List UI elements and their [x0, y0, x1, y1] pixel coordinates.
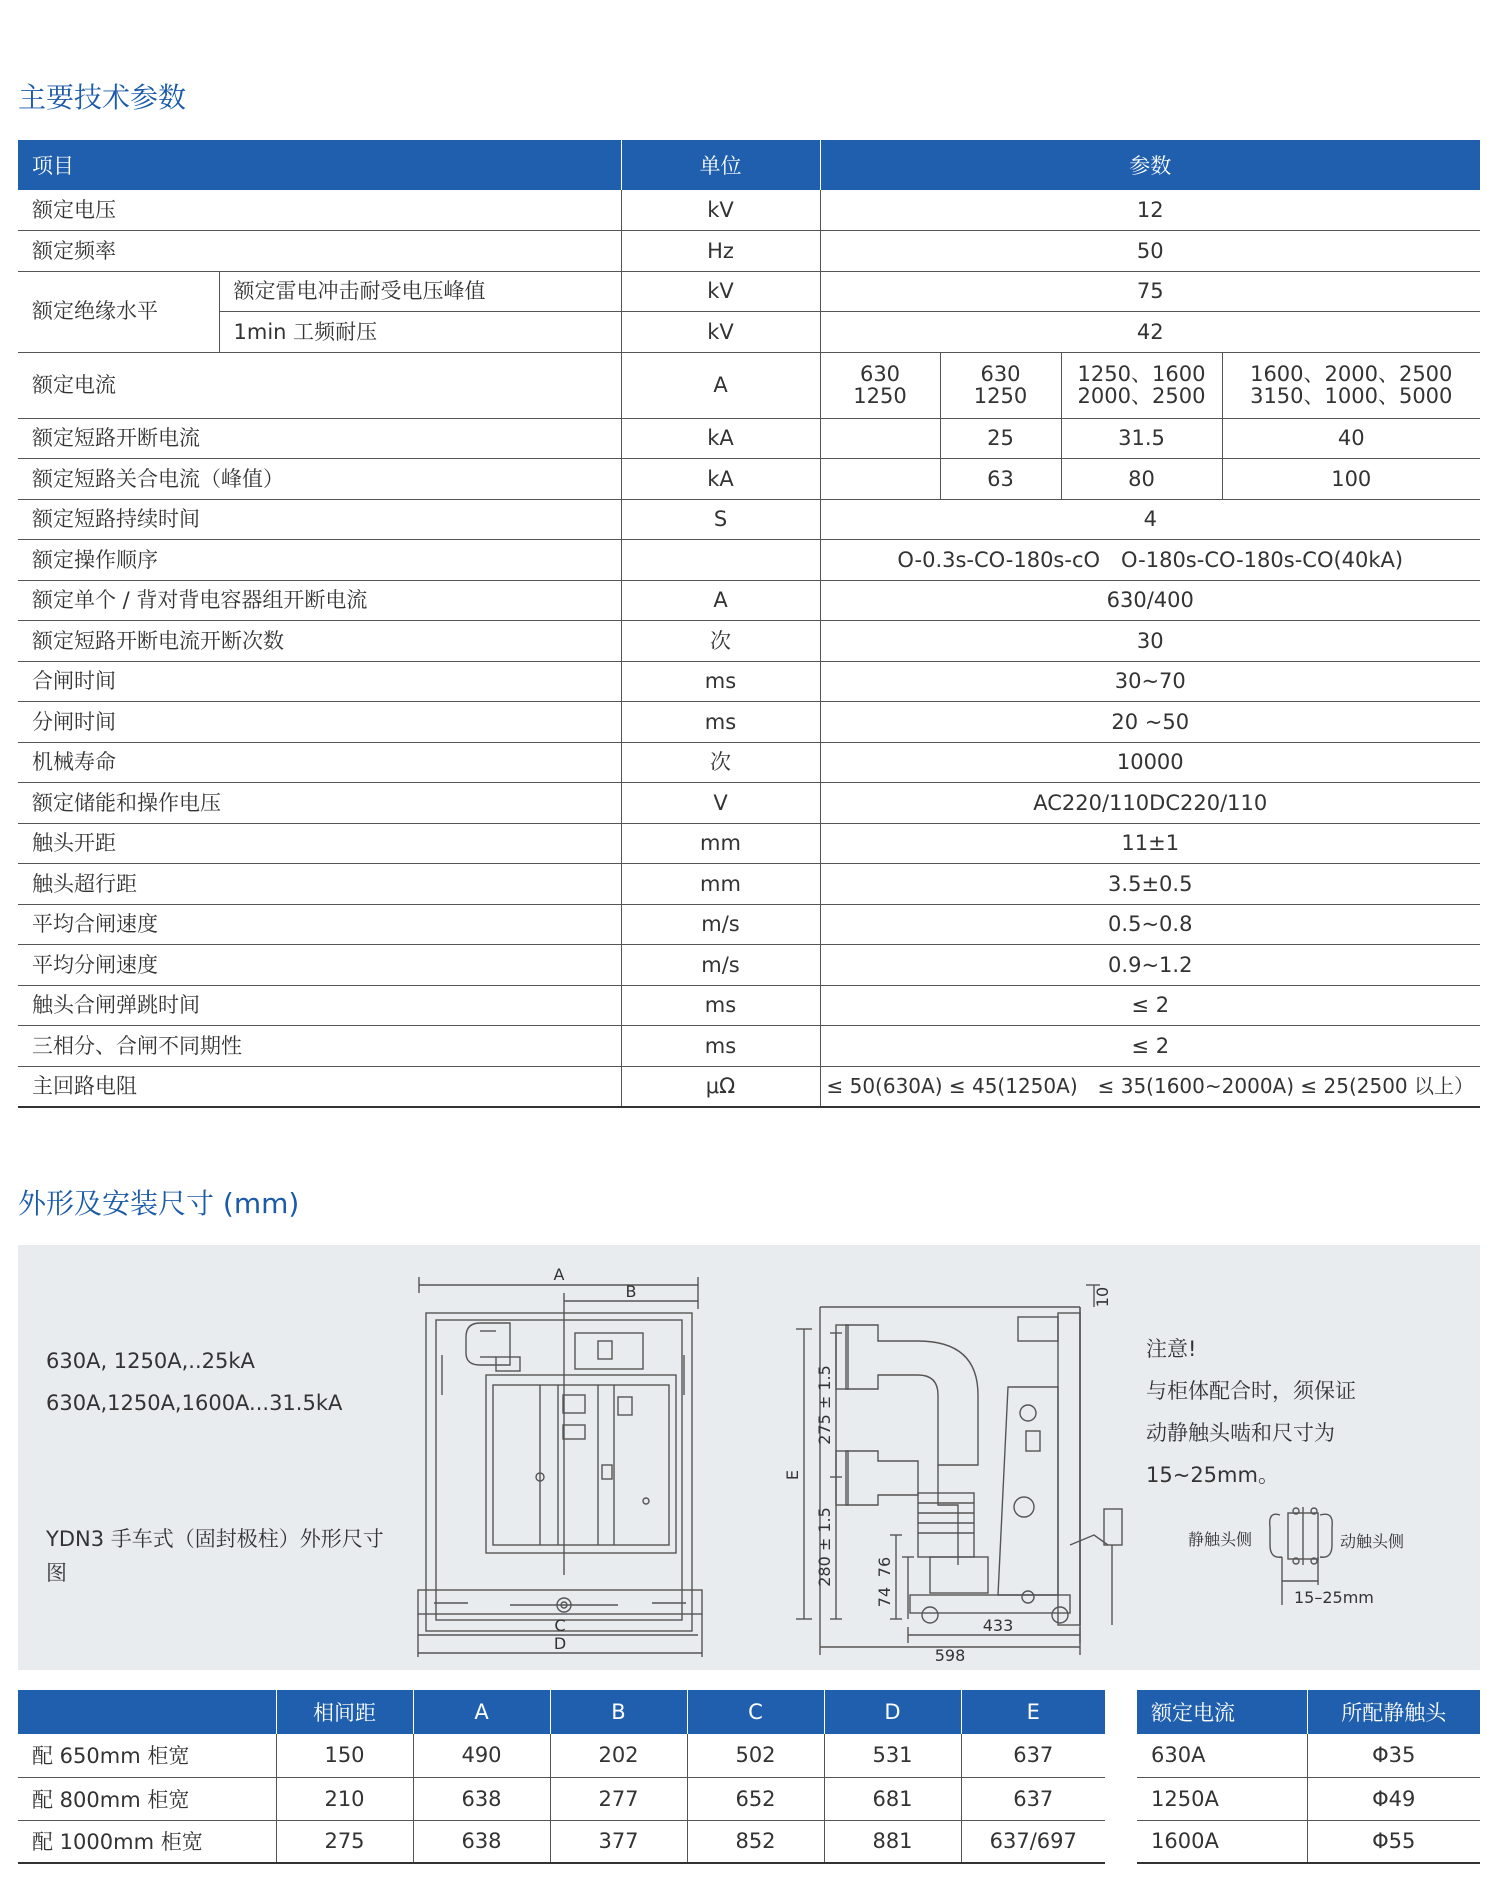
dim-label-275: 275 ± 1.5 — [815, 1365, 834, 1445]
table-row — [18, 1066, 1480, 1107]
dim-label-433: 433 — [982, 1616, 1014, 1635]
dimension-drawing-panel — [18, 1245, 1480, 1670]
row-value: 1600、2000、2500 3150、1000、5000 — [1222, 352, 1480, 418]
table-cell: 531 — [824, 1734, 961, 1777]
table-row — [18, 352, 1480, 418]
row-name: 机械寿命 — [18, 742, 621, 783]
static-contact-label: 静触头侧 — [1188, 1530, 1253, 1549]
table-row — [18, 1820, 1105, 1863]
row-name: 额定操作顺序 — [18, 540, 621, 581]
table-row — [18, 1777, 1105, 1820]
header-cell: B — [550, 1690, 687, 1734]
dim-label-76: 76 — [875, 1556, 894, 1578]
contact-header-row — [1137, 1690, 1480, 1734]
table-row — [18, 540, 1480, 581]
row-name: 额定绝缘水平 — [18, 271, 219, 352]
contact-size-table — [1137, 1690, 1480, 1864]
table-row — [18, 661, 1480, 702]
header-cell: 所配静触头 — [1307, 1690, 1480, 1734]
header-cell — [18, 1690, 276, 1734]
row-name: 分闸时间 — [18, 702, 621, 743]
spec-section-title: 主要技术参数 — [18, 81, 187, 114]
row-unit: mm — [621, 823, 820, 864]
table-cell: 852 — [687, 1820, 824, 1863]
table-cell: 502 — [687, 1734, 824, 1777]
moving-contact-label: 动触头侧 — [1340, 1532, 1405, 1551]
table-row — [18, 864, 1480, 905]
table-cell: 638 — [413, 1777, 550, 1820]
row-name: 额定频率 — [18, 231, 621, 272]
row-value: 42 — [820, 312, 1480, 353]
dim-label-598: 598 — [934, 1646, 966, 1665]
row-name: 额定电压 — [18, 190, 621, 231]
spec-table — [18, 140, 1480, 1108]
row-value: 1250、1600 2000、2500 — [1061, 352, 1222, 418]
row-unit: kV — [621, 312, 820, 353]
table-cell: Φ49 — [1307, 1777, 1480, 1820]
table-cell: Φ55 — [1307, 1820, 1480, 1863]
dimension-table — [18, 1690, 1105, 1864]
table-row — [18, 580, 1480, 621]
table-cell: 630A — [1137, 1734, 1307, 1777]
table-cell: 1600A — [1137, 1820, 1307, 1863]
table-row — [18, 1734, 1105, 1777]
row-unit: Hz — [621, 231, 820, 272]
row-name: 配 800mm 柜宽 — [18, 1777, 276, 1820]
row-value: 40 — [1222, 418, 1480, 459]
dim-label-280: 280 ± 1.5 — [815, 1507, 834, 1587]
row-value: 50 — [820, 231, 1480, 272]
row-unit: μΩ — [621, 1066, 820, 1107]
row-name: 额定储能和操作电压 — [18, 783, 621, 824]
note-title: 注意! — [1146, 1337, 1197, 1361]
row-unit: kV — [621, 190, 820, 231]
row-value: AC220/110DC220/110 — [820, 783, 1480, 824]
table-row — [18, 1026, 1480, 1067]
table-row — [18, 742, 1480, 783]
row-value — [820, 418, 940, 459]
row-name: 额定短路持续时间 — [18, 499, 621, 540]
dim-label-e: E — [783, 1469, 802, 1481]
row-unit: kA — [621, 418, 820, 459]
dim-label-74: 74 — [875, 1586, 894, 1608]
dim-label-d: D — [553, 1634, 567, 1653]
row-name: 平均合闸速度 — [18, 904, 621, 945]
table-row — [18, 985, 1480, 1026]
row-value: 30 — [820, 621, 1480, 662]
row-value — [820, 459, 940, 500]
dim-label-a: A — [553, 1265, 565, 1284]
row-value: ≤ 2 — [820, 985, 1480, 1026]
row-unit: 次 — [621, 742, 820, 783]
row-name: 触头超行距 — [18, 864, 621, 905]
dim-label-c: C — [554, 1616, 566, 1635]
table-cell: 277 — [550, 1777, 687, 1820]
table-cell: 681 — [824, 1777, 961, 1820]
breaker-drawing — [18, 1245, 1480, 1670]
row-value: 11±1 — [820, 823, 1480, 864]
row-unit: mm — [621, 864, 820, 905]
table-cell: Φ35 — [1307, 1734, 1480, 1777]
row-value: 25 — [940, 418, 1061, 459]
header-param: 参数 — [820, 140, 1480, 190]
table-cell: 202 — [550, 1734, 687, 1777]
note-line-1: 与柜体配合时，须保证 — [1146, 1379, 1356, 1403]
table-cell: 637 — [961, 1734, 1105, 1777]
row-name: 触头开距 — [18, 823, 621, 864]
table-cell: 652 — [687, 1777, 824, 1820]
row-unit: ms — [621, 702, 820, 743]
table-cell: 377 — [550, 1820, 687, 1863]
row-name: 额定短路开断电流开断次数 — [18, 621, 621, 662]
dimensions-section-title: 外形及安装尺寸 (mm) — [18, 1187, 300, 1220]
row-value: 0.5~0.8 — [820, 904, 1480, 945]
note-line-2: 动静触头啮和尺寸为 — [1146, 1421, 1335, 1445]
header-unit: 单位 — [621, 140, 820, 190]
row-name: 配 650mm 柜宽 — [18, 1734, 276, 1777]
drawing-rating-line-2: 630A,1250A,1600A...31.5kA — [46, 1391, 343, 1415]
row-name: 额定单个 / 背对背电容器组开断电流 — [18, 580, 621, 621]
header-item: 项目 — [18, 140, 621, 190]
row-value: ≤ 50(630A) ≤ 45(1250A) ≤ 35(1600~2000A) ≤ 25(2500 以上） — [820, 1066, 1480, 1107]
spec-header-row — [18, 140, 1480, 190]
row-name: 触头合闸弹跳时间 — [18, 985, 621, 1026]
table-row — [18, 783, 1480, 824]
table-cell: 1250A — [1137, 1777, 1307, 1820]
header-cell: E — [961, 1690, 1105, 1734]
row-value: 75 — [820, 271, 1480, 312]
row-unit: kV — [621, 271, 820, 312]
row-unit: m/s — [621, 904, 820, 945]
table-cell: 150 — [276, 1734, 413, 1777]
header-cell: C — [687, 1690, 824, 1734]
row-name: 平均分闸速度 — [18, 945, 621, 986]
row-subname: 额定雷电冲击耐受电压峰值 — [219, 271, 621, 312]
row-value: ≤ 2 — [820, 1026, 1480, 1067]
drawing-rating-line-1: 630A, 1250A,..25kA — [46, 1349, 255, 1373]
header-cell: D — [824, 1690, 961, 1734]
row-value: 3.5±0.5 — [820, 864, 1480, 905]
row-value: O-0.3s-CO-180s-cO O-180s-CO-180s-CO(40kA) — [820, 540, 1480, 581]
row-unit: kA — [621, 459, 820, 500]
row-name: 三相分、合闸不同期性 — [18, 1026, 621, 1067]
row-unit: ms — [621, 661, 820, 702]
dim-label-b: B — [625, 1282, 637, 1301]
row-unit: V — [621, 783, 820, 824]
header-cell: 相间距 — [276, 1690, 413, 1734]
row-value: 4 — [820, 499, 1480, 540]
table-row — [18, 418, 1480, 459]
table-row — [1137, 1820, 1480, 1863]
row-value: 630 1250 — [820, 352, 940, 418]
row-value: 630 1250 — [940, 352, 1061, 418]
row-unit: ms — [621, 985, 820, 1026]
row-value: 12 — [820, 190, 1480, 231]
row-value: 100 — [1222, 459, 1480, 500]
table-row — [18, 271, 1480, 312]
dimension-header-row — [18, 1690, 1105, 1734]
table-row — [18, 702, 1480, 743]
table-cell: 210 — [276, 1777, 413, 1820]
drawing-caption: YDN3 手车式（固封极柱）外形尺寸图 — [46, 1527, 384, 1585]
row-unit: A — [621, 580, 820, 621]
row-unit — [621, 540, 820, 581]
table-row — [18, 499, 1480, 540]
row-name: 额定短路开断电流 — [18, 418, 621, 459]
header-cell: A — [413, 1690, 550, 1734]
table-cell: 275 — [276, 1820, 413, 1863]
row-name: 额定短路关合电流（峰值） — [18, 459, 621, 500]
row-value: 80 — [1061, 459, 1222, 500]
row-name: 合闸时间 — [18, 661, 621, 702]
row-name: 主回路电阻 — [18, 1066, 621, 1107]
table-row — [18, 823, 1480, 864]
table-cell: 490 — [413, 1734, 550, 1777]
row-unit: A — [621, 352, 820, 418]
table-row — [1137, 1777, 1480, 1820]
row-unit: m/s — [621, 945, 820, 986]
row-unit: S — [621, 499, 820, 540]
table-row — [18, 190, 1480, 231]
row-value: 30~70 — [820, 661, 1480, 702]
table-row — [18, 621, 1480, 662]
row-unit: 次 — [621, 621, 820, 662]
table-cell: 637 — [961, 1777, 1105, 1820]
row-value: 10000 — [820, 742, 1480, 783]
dim-label-10: 10 — [1093, 1286, 1112, 1308]
row-name: 配 1000mm 柜宽 — [18, 1820, 276, 1863]
row-value: 20 ~50 — [820, 702, 1480, 743]
table-row — [1137, 1734, 1480, 1777]
header-cell: 额定电流 — [1137, 1690, 1307, 1734]
row-value: 63 — [940, 459, 1061, 500]
row-value: 31.5 — [1061, 418, 1222, 459]
row-name: 额定电流 — [18, 352, 621, 418]
contact-range-label: 15–25mm — [1294, 1588, 1374, 1607]
note-line-3: 15~25mm。 — [1146, 1463, 1279, 1487]
table-row — [18, 231, 1480, 272]
table-row — [18, 312, 1480, 353]
table-row — [18, 904, 1480, 945]
table-cell: 881 — [824, 1820, 961, 1863]
table-cell: 637/697 — [961, 1820, 1105, 1863]
row-unit: ms — [621, 1026, 820, 1067]
table-row — [18, 459, 1480, 500]
table-row — [18, 945, 1480, 986]
row-subname: 1min 工频耐压 — [219, 312, 621, 353]
row-value: 630/400 — [820, 580, 1480, 621]
row-value: 0.9~1.2 — [820, 945, 1480, 986]
table-cell: 638 — [413, 1820, 550, 1863]
